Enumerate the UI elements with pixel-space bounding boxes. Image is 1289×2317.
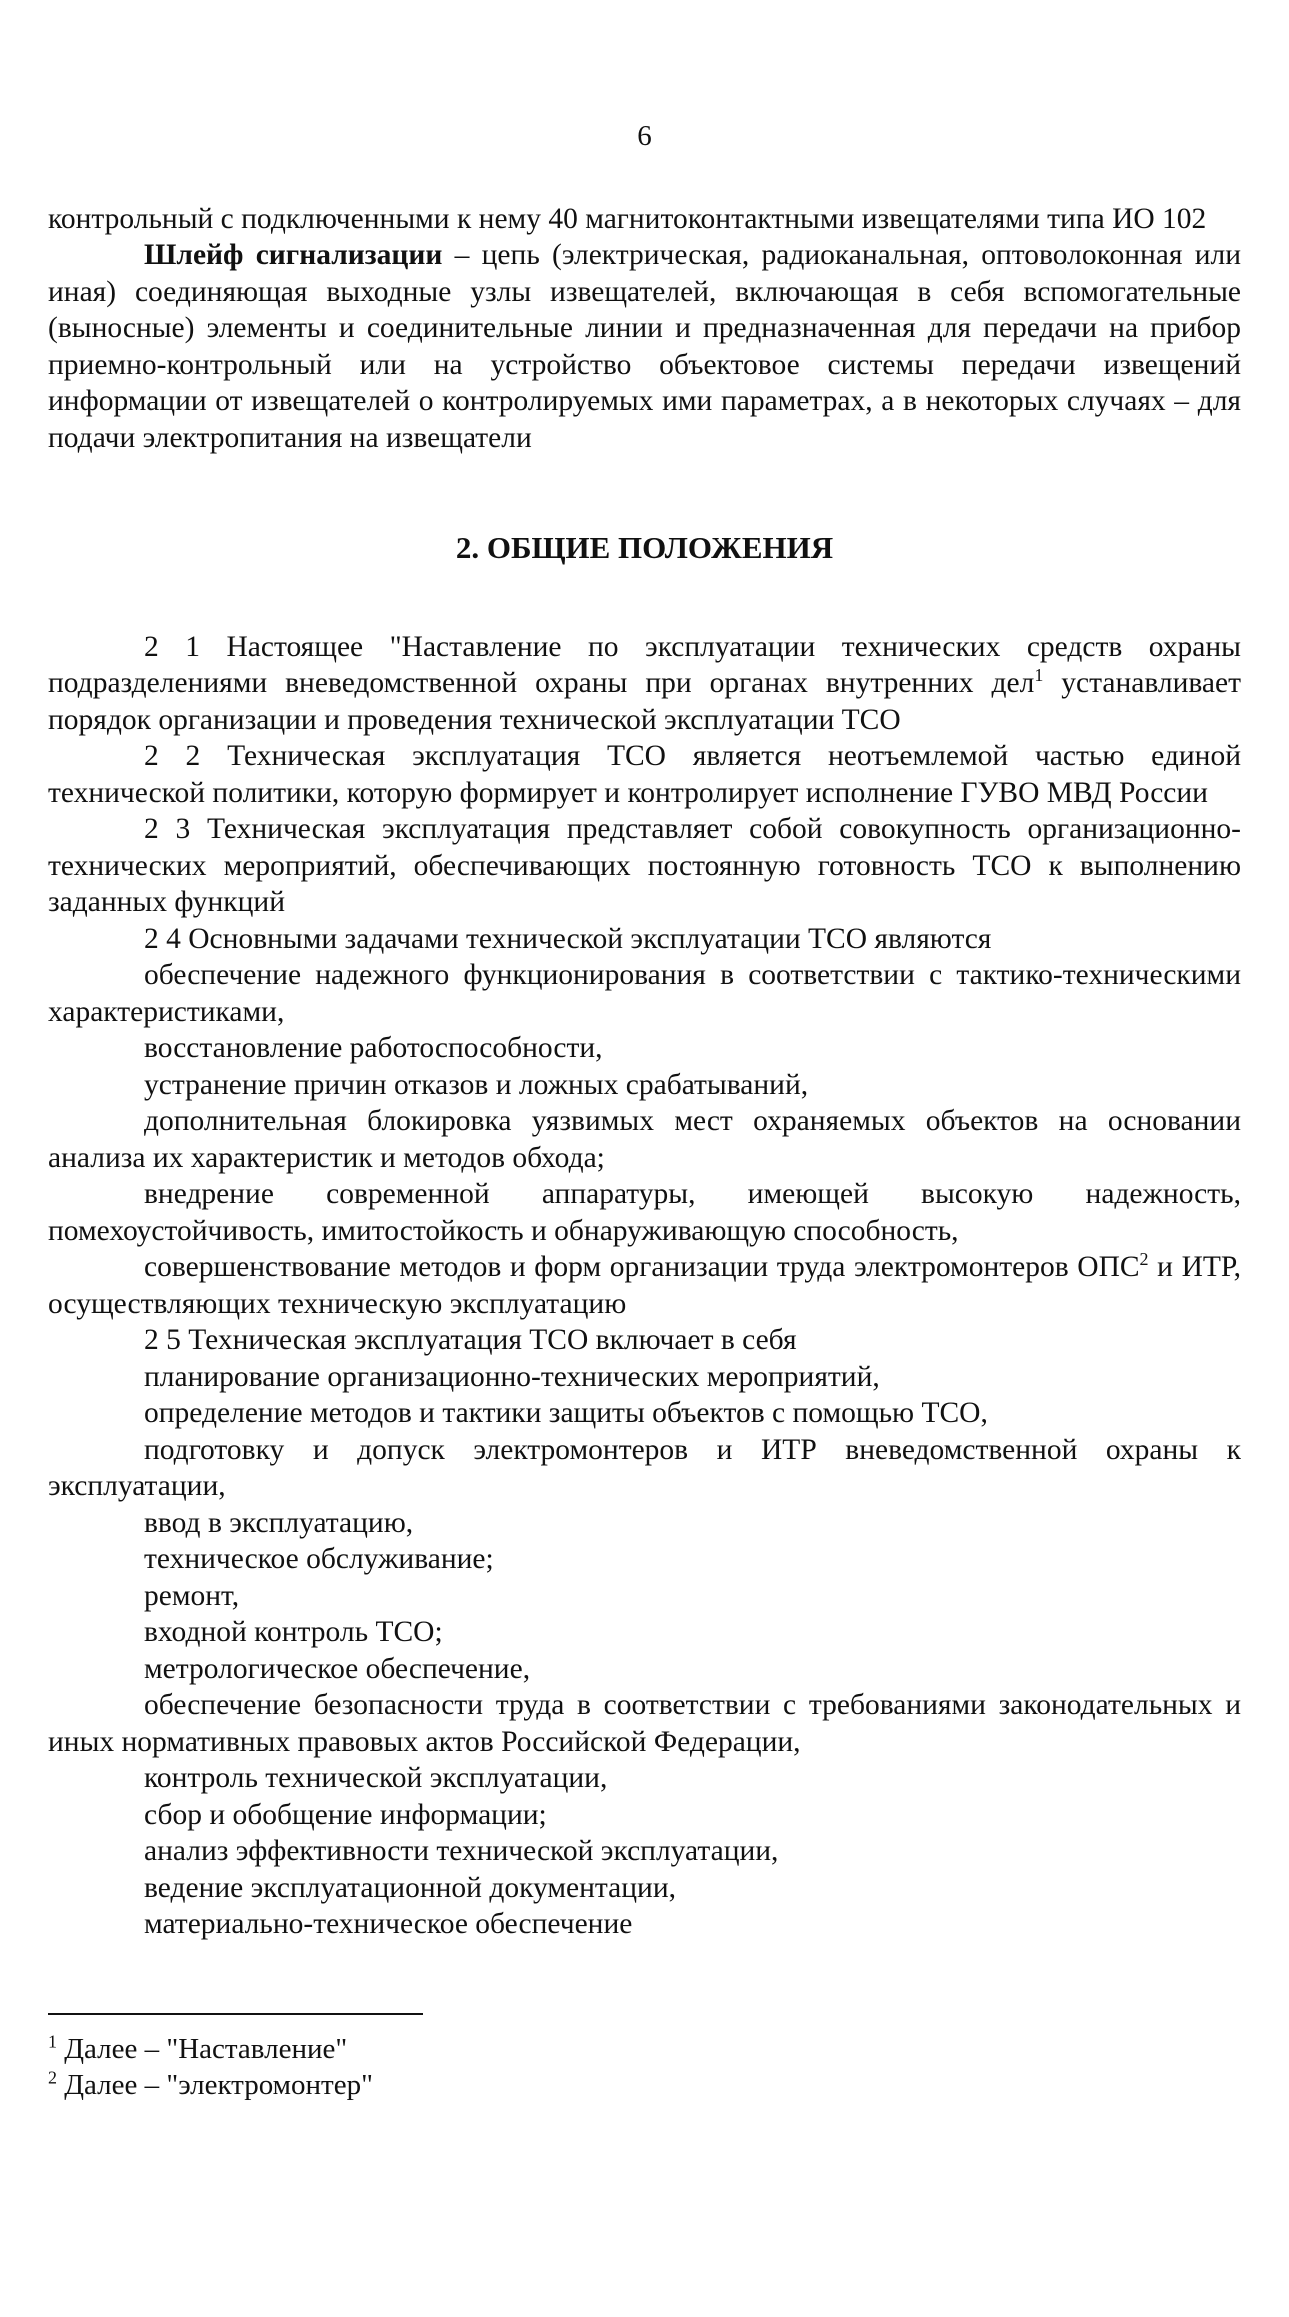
footnote-ref-2: 2	[1139, 1249, 1149, 1270]
footnote-1	[48, 2031, 1241, 2067]
include-item: сбор и обобщение информации;	[144, 1798, 547, 1831]
include-item: метрологическое обеспечение,	[144, 1652, 531, 1685]
include-item: контроль технической эксплуатации,	[144, 1762, 608, 1794]
intro-continuation: контрольный с подключенными к нему 40 магнитоконтактными извещателями типа ИО 102	[48, 202, 1207, 235]
task-item: обеспечение надежного функционирования в соответствии с тактико-техническими характеристиками,	[48, 959, 1241, 1028]
include-item: ремонт,	[144, 1579, 240, 1612]
include-item: ведение эксплуатационной документации,	[144, 1871, 676, 1904]
include-item: обеспечение безопасности труда в соответствии с требованиями законодательных и иных нормативных правовых актов Российской Федерации,	[48, 1689, 1241, 1758]
clause-2-2: 2 2 Техническая эксплуатация ТСО является неотъемлемой частью единой технической политики, которую формирует и контролирует исполнение ГУВО МВД России	[48, 740, 1241, 809]
task-item-last-text: совершенствование методов и форм организации труда электромонтеров ОПС	[144, 1251, 1140, 1283]
footnote-divider	[48, 2013, 423, 2015]
footnote-mark-1: 1	[48, 2030, 57, 2051]
clause-2-1	[48, 629, 1241, 739]
task-item: устранение причин отказов и ложных срабатываний,	[144, 1068, 809, 1101]
footnote-1-text: Далее – "Наставление"	[57, 2032, 348, 2065]
clause-2-5: 2 5 Техническая эксплуатация ТСО включает в себя	[144, 1324, 797, 1356]
footnote-ref-1: 1	[1034, 665, 1044, 686]
term-definition-text: – цепь (электрическая, радиоканальная, оптоволоконная или иная) соединяющая выходные узлы извещателей, включающая в себя вспомогательные (выносные) элементы и соединительные линии и предназначенная для передачи на прибор приемно-контрольный или на устройство объектовое системы передачи извещений информации от извещателей о контролируемых ими параметрах, а в некоторых случаях – для подачи электропитания на извещатели	[48, 239, 1241, 454]
task-item-last-text-end: и ИТР, осуществляющих техническую эксплуатацию	[48, 1251, 1241, 1320]
term-definition	[48, 237, 1241, 456]
clause-2-1-text: 2 1 Настоящее "Наставление по эксплуатации технических средств охраны подразделениями вневедомственной охраны при органах внутренних дел	[48, 630, 1241, 699]
include-item: ввод в эксплуатацию,	[144, 1506, 414, 1539]
include-item: определение методов и тактики защиты объектов с помощью ТСО,	[144, 1397, 988, 1429]
include-item: техническое обслуживание;	[144, 1543, 494, 1575]
footnote-2-text: Далее – "электромонтер"	[57, 2068, 373, 2101]
include-item: входной контроль ТСО;	[144, 1616, 443, 1648]
document-page	[48, 118, 1241, 2103]
footnote-2	[48, 2067, 1241, 2103]
include-item: подготовку и допуск электромонтеров и ИТР вневедомственной охраны к эксплуатации,	[48, 1433, 1241, 1502]
include-item: анализ эффективности технической эксплуатации,	[144, 1835, 779, 1867]
task-item: внедрение современной аппаратуры, имеющей высокую надежность, помехоустойчивость, имитостойкость и обнаруживающую способность,	[48, 1178, 1241, 1247]
footnote-mark-2: 2	[48, 2066, 57, 2087]
task-item-last	[48, 1249, 1241, 1322]
section-heading: 2. ОБЩИЕ ПОЛОЖЕНИЯ	[455, 530, 834, 565]
defined-term: Шлейф сигнализации	[144, 239, 443, 271]
task-item: дополнительная блокировка уязвимых мест охраняемых объектов на основании анализа их характеристик и методов обхода;	[48, 1105, 1241, 1174]
clause-2-1-text-end: устанавливает порядок организации и проведения технической эксплуатации ТСО	[48, 667, 1241, 736]
clause-2-4: 2 4 Основными задачами технической эксплуатации ТСО являются	[144, 922, 992, 955]
task-item: восстановление работоспособности,	[144, 1032, 603, 1064]
page-number: 6	[637, 120, 652, 152]
include-item: планирование организационно-технических мероприятий,	[144, 1360, 880, 1393]
include-item: материально-техническое обеспечение	[144, 1908, 633, 1940]
clause-2-3: 2 3 Техническая эксплуатация представляет собой совокупность организационно-технических мероприятий, обеспечивающих постоянную готовность ТСО к выполнению заданных функций	[48, 813, 1241, 918]
